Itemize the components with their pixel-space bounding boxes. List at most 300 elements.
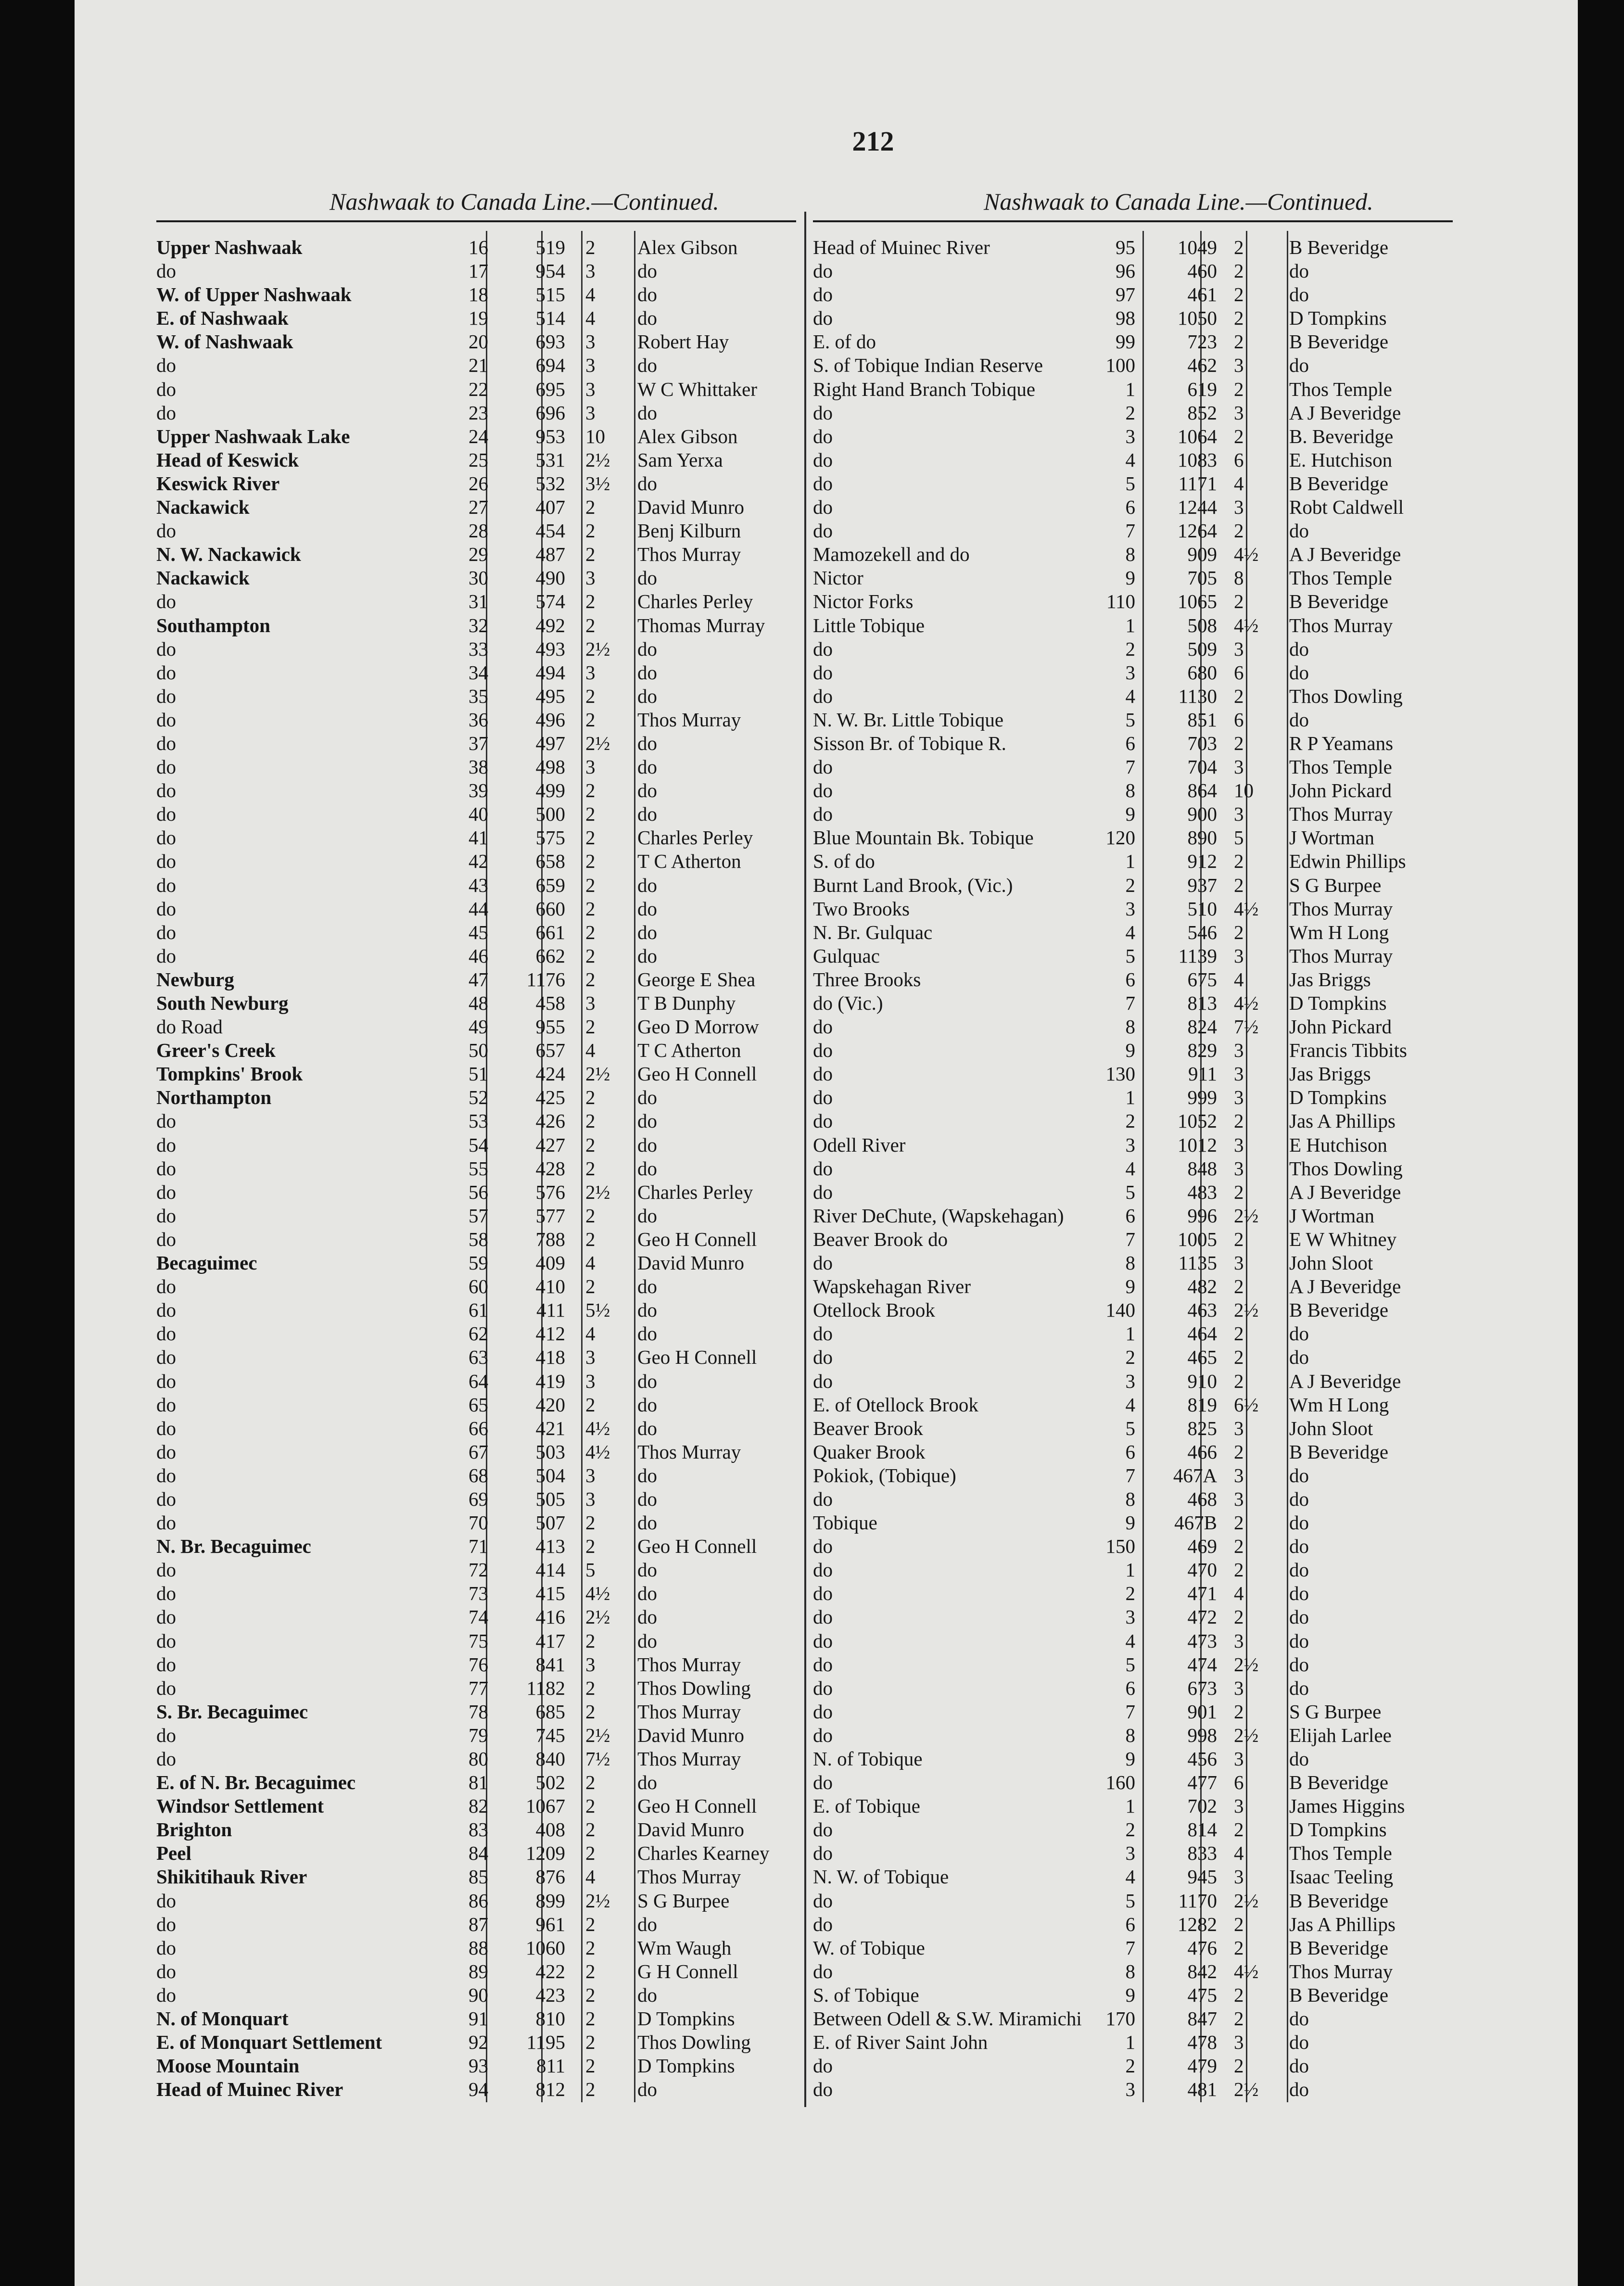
lot-cell: 418: [535, 1346, 565, 1369]
place-cell: do: [156, 520, 176, 542]
acres-cell: 2: [585, 1133, 596, 1156]
number-cell: 61: [469, 1299, 488, 1321]
table-row: [813, 1818, 1458, 1842]
acres-cell: 2: [585, 1511, 596, 1534]
number-cell: 75: [469, 1629, 488, 1652]
place-cell: do: [813, 1252, 833, 1274]
lot-cell: 900: [1187, 803, 1217, 826]
lot-cell: 413: [535, 1535, 565, 1558]
number-cell: 63: [469, 1346, 488, 1369]
lot-cell: 470: [1187, 1559, 1217, 1581]
acres-cell: 2: [585, 1086, 596, 1109]
name-cell: Geo H Connell: [637, 1795, 757, 1817]
table-row: [156, 543, 801, 566]
number-cell: 34: [469, 661, 488, 684]
number-cell: 30: [469, 567, 488, 589]
lot-cell: 847: [1187, 2007, 1217, 2030]
table-row: [156, 755, 801, 779]
name-cell: do: [1289, 1606, 1309, 1628]
lot-cell: 811: [536, 2055, 565, 2077]
lot-cell: 833: [1187, 1842, 1217, 1865]
acres-cell: 3: [585, 330, 596, 353]
name-cell: D Tompkins: [1289, 992, 1387, 1014]
name-cell: E Hutchison: [1289, 1133, 1387, 1156]
table-row: [156, 1086, 801, 1109]
acres-cell: 2: [585, 921, 596, 943]
table-row: [813, 1865, 1458, 1889]
lot-cell: 576: [535, 1181, 565, 1203]
number-cell: 29: [469, 543, 488, 566]
acres-cell: 3: [585, 1346, 596, 1369]
acres-cell: 2: [585, 543, 596, 566]
name-cell: Thos Dowling: [637, 2031, 751, 2054]
name-cell: A J Beveridge: [1289, 1275, 1401, 1298]
place-cell: do: [813, 1771, 833, 1794]
number-cell: 1: [1125, 1559, 1135, 1581]
acres-cell: 6: [1234, 661, 1244, 684]
table-row: [813, 1700, 1458, 1724]
place-cell: Pokiok, (Tobique): [813, 1464, 956, 1486]
number-cell: 40: [469, 803, 488, 826]
name-cell: George E Shea: [637, 968, 756, 991]
number-cell: 71: [469, 1535, 488, 1558]
lot-cell: 407: [535, 496, 565, 519]
acres-cell: 4: [1234, 968, 1244, 991]
acres-cell: 4: [585, 1039, 596, 1062]
lot-cell: 546: [1187, 921, 1217, 943]
number-cell: 4: [1125, 685, 1135, 707]
acres-cell: 2: [1234, 1913, 1244, 1935]
lot-cell: 619: [1187, 378, 1217, 400]
header-right: Nashwaak to Canada Line.—Continued.: [984, 188, 1373, 215]
lot-cell: 481: [1187, 2078, 1217, 2101]
acres-cell: 3: [585, 378, 596, 400]
acres-cell: 4: [585, 1866, 596, 1888]
number-cell: 5: [1125, 1417, 1135, 1439]
acres-cell: 2: [1234, 1181, 1244, 1203]
table-row: [813, 1039, 1458, 1062]
acres-cell: 2: [1234, 2055, 1244, 2077]
place-cell: do: [813, 260, 833, 282]
place-cell: do: [813, 1063, 833, 1085]
lot-cell: 705: [1187, 567, 1217, 589]
table-row: [156, 425, 801, 448]
name-cell: do: [1289, 1559, 1309, 1581]
table-row: [813, 2031, 1458, 2054]
table-row: [156, 1417, 801, 1440]
number-cell: 9: [1125, 1748, 1135, 1770]
acres-cell: 2½: [585, 732, 610, 754]
name-cell: do: [637, 897, 657, 920]
acres-cell: 2: [1234, 1511, 1244, 1534]
table-row: [813, 236, 1458, 259]
acres-cell: 2: [1234, 1700, 1244, 1723]
table-row: [813, 1605, 1458, 1629]
number-cell: 6: [1125, 968, 1135, 991]
table-row: [813, 685, 1458, 708]
acres-cell: 3: [1234, 354, 1244, 377]
acres-cell: 3: [585, 1464, 596, 1486]
place-cell: do: [156, 1275, 176, 1298]
name-cell: do: [637, 732, 657, 754]
acres-cell: 4½: [585, 1440, 610, 1463]
place-cell: do: [156, 1228, 176, 1250]
lot-cell: 685: [535, 1700, 565, 1723]
name-cell: Geo H Connell: [637, 1063, 757, 1085]
acres-cell: 3: [585, 1653, 596, 1676]
name-cell: do: [637, 307, 657, 330]
name-cell: John Pickard: [1289, 1016, 1392, 1038]
lot-cell: 478: [1187, 2031, 1217, 2054]
number-cell: 76: [469, 1653, 488, 1676]
number-cell: 1: [1125, 1795, 1135, 1817]
acres-cell: 2½: [585, 1889, 610, 1912]
table-row: [813, 1936, 1458, 1960]
table-row: [156, 519, 801, 543]
table-row: [813, 1417, 1458, 1440]
number-cell: 21: [469, 354, 488, 377]
place-cell: do: [156, 685, 176, 707]
lot-cell: 945: [1187, 1866, 1217, 1888]
name-cell: B Beveridge: [1289, 1440, 1389, 1463]
name-cell: E W Whitney: [1289, 1228, 1397, 1250]
acres-cell: 6: [1234, 708, 1244, 731]
number-cell: 59: [469, 1252, 488, 1274]
name-cell: do: [637, 1983, 657, 2006]
lot-cell: 703: [1187, 732, 1217, 754]
lot-cell: 937: [1187, 874, 1217, 896]
name-cell: John Sloot: [1289, 1417, 1373, 1439]
lot-cell: 468: [1187, 1487, 1217, 1510]
place-cell: do: [156, 779, 176, 802]
place-cell: do: [156, 850, 176, 873]
table-row: [156, 236, 801, 259]
number-cell: 49: [469, 1016, 488, 1038]
name-cell: do: [637, 637, 657, 660]
name-cell: T B Dunphy: [637, 992, 736, 1014]
acres-cell: 2: [585, 1960, 596, 1982]
number-cell: 74: [469, 1606, 488, 1628]
header-left: Nashwaak to Canada Line.—Continued.: [330, 188, 719, 215]
table-row: [156, 2007, 801, 2031]
name-cell: Geo H Connell: [637, 1228, 757, 1250]
name-cell: do: [637, 401, 657, 424]
name-cell: S G Burpee: [637, 1889, 730, 1912]
name-cell: Thos Murray: [1289, 897, 1393, 920]
name-cell: do: [637, 354, 657, 377]
lot-cell: 1282: [1178, 1913, 1217, 1935]
place-cell: do: [813, 1676, 833, 1699]
table-row: [813, 874, 1458, 897]
name-cell: Edwin Phillips: [1289, 850, 1406, 873]
table-row: [813, 2007, 1458, 2031]
lot-cell: 458: [535, 992, 565, 1014]
lot-cell: 415: [535, 1582, 565, 1605]
name-cell: do: [1289, 2078, 1309, 2101]
table-row: [813, 354, 1458, 377]
number-cell: 67: [469, 1440, 488, 1463]
name-cell: J Wortman: [1289, 826, 1375, 849]
lot-cell: 482: [1187, 1275, 1217, 1298]
place-cell: Nictor: [813, 567, 863, 589]
table-row: [813, 826, 1458, 850]
table-row: [813, 1724, 1458, 1747]
table-row: [813, 425, 1458, 448]
name-cell: Charles Perley: [637, 826, 753, 849]
number-cell: 2: [1125, 2055, 1135, 2077]
name-cell: do: [637, 283, 657, 306]
lot-cell: 659: [535, 874, 565, 896]
table-row: [813, 802, 1458, 826]
table-row: [156, 1842, 801, 1865]
place-cell: do: [156, 1582, 176, 1605]
table-row: [156, 1204, 801, 1228]
number-cell: 81: [469, 1771, 488, 1794]
acres-cell: 4: [585, 283, 596, 306]
name-cell: Alex Gibson: [637, 425, 738, 447]
acres-cell: 3: [585, 661, 596, 684]
name-cell: do: [1289, 2031, 1309, 2054]
table-row: [156, 1865, 801, 1889]
acres-cell: 2½: [1234, 1889, 1259, 1912]
number-cell: 94: [469, 2078, 488, 2101]
number-cell: 160: [1105, 1771, 1135, 1794]
acres-cell: 2: [1234, 1818, 1244, 1841]
acres-cell: 2: [585, 1913, 596, 1935]
lot-cell: 660: [535, 897, 565, 920]
place-cell: do: [156, 1322, 176, 1345]
table-row: [156, 1913, 801, 1936]
lot-cell: 460: [1187, 260, 1217, 282]
name-cell: D Tompkins: [1289, 1818, 1387, 1841]
table-row: [156, 802, 801, 826]
table-row: [156, 1960, 801, 1983]
place-cell: do: [156, 1559, 176, 1581]
number-cell: 47: [469, 968, 488, 991]
table-row: [156, 661, 801, 685]
table-row: [813, 779, 1458, 802]
place-cell: S. of do: [813, 850, 875, 873]
name-cell: Robt Caldwell: [1289, 496, 1404, 519]
name-cell: W C Whittaker: [637, 378, 757, 400]
name-cell: do: [637, 779, 657, 802]
number-cell: 7: [1125, 1936, 1135, 1959]
name-cell: John Pickard: [1289, 779, 1392, 802]
acres-cell: 2: [1234, 307, 1244, 330]
table-row: [156, 944, 801, 968]
lot-cell: 461: [1187, 283, 1217, 306]
acres-cell: 2: [585, 708, 596, 731]
place-cell: do: [156, 590, 176, 613]
acres-cell: 2: [585, 968, 596, 991]
name-cell: do: [1289, 2007, 1309, 2030]
number-cell: 95: [1116, 236, 1135, 258]
name-cell: do: [637, 1559, 657, 1581]
table-row: [156, 1724, 801, 1747]
number-cell: 1: [1125, 1086, 1135, 1109]
number-cell: 2: [1125, 1582, 1135, 1605]
place-cell: do: [813, 779, 833, 802]
place-cell: do: [156, 354, 176, 377]
lot-cell: 841: [535, 1653, 565, 1676]
place-cell: Right Hand Branch Tobique: [813, 378, 1036, 400]
table-row: [813, 1464, 1458, 1487]
acres-cell: 3: [1234, 1629, 1244, 1652]
place-cell: do: [156, 1913, 176, 1935]
table-row: [156, 874, 801, 897]
acres-cell: 2½: [585, 1606, 610, 1628]
table-row: [156, 897, 801, 921]
lot-cell: 497: [535, 732, 565, 754]
number-cell: 41: [469, 826, 488, 849]
lot-cell: 427: [535, 1133, 565, 1156]
acres-cell: 3: [585, 401, 596, 424]
table-row: [813, 378, 1458, 401]
acres-cell: 2: [1234, 1606, 1244, 1628]
name-cell: Jas Briggs: [1289, 1063, 1371, 1085]
lot-cell: 411: [536, 1299, 565, 1321]
place-cell: do: [813, 283, 833, 306]
number-cell: 42: [469, 850, 488, 873]
place-cell: Moose Mountain: [156, 2055, 300, 2077]
acres-cell: 3: [585, 1370, 596, 1392]
name-cell: Thos Murray: [637, 1440, 741, 1463]
number-cell: 45: [469, 921, 488, 943]
lot-cell: 695: [535, 378, 565, 400]
number-cell: 3: [1125, 1133, 1135, 1156]
name-cell: do: [637, 1086, 657, 1109]
table-row: [813, 519, 1458, 543]
table-row: [813, 543, 1458, 566]
acres-cell: 2: [585, 1700, 596, 1723]
acres-cell: 3: [1234, 1063, 1244, 1085]
acres-cell: 2: [1234, 1322, 1244, 1345]
lot-cell: 492: [535, 614, 565, 636]
acres-cell: 2: [1234, 1370, 1244, 1392]
place-cell: do: [156, 401, 176, 424]
place-cell: do: [813, 1559, 833, 1581]
acres-cell: 2: [585, 2031, 596, 2054]
table-row: [813, 1251, 1458, 1275]
place-cell: do: [813, 307, 833, 330]
table-row: [156, 330, 801, 354]
lot-cell: 825: [1187, 1417, 1217, 1439]
number-cell: 9: [1125, 1983, 1135, 2006]
lot-cell: 456: [1187, 1748, 1217, 1770]
table-row: [156, 1393, 801, 1417]
acres-cell: 2: [1234, 1535, 1244, 1558]
place-cell: do: [813, 1110, 833, 1132]
lot-cell: 483: [1187, 1181, 1217, 1203]
acres-cell: 2: [1234, 425, 1244, 447]
name-cell: Thos Temple: [1289, 756, 1392, 778]
acres-cell: 4½: [1234, 614, 1259, 636]
name-cell: do: [1289, 2055, 1309, 2077]
acres-cell: 3: [1234, 1086, 1244, 1109]
acres-cell: 4: [1234, 472, 1244, 495]
place-cell: do: [156, 1417, 176, 1439]
number-cell: 3: [1125, 1606, 1135, 1628]
table-row: [813, 1960, 1458, 1983]
number-cell: 2: [1125, 1346, 1135, 1369]
number-cell: 1: [1125, 850, 1135, 873]
number-cell: 5: [1125, 1889, 1135, 1912]
number-cell: 9: [1125, 567, 1135, 589]
table-row: [156, 1936, 801, 1960]
acres-cell: 2: [585, 1818, 596, 1841]
number-cell: 90: [469, 1983, 488, 2006]
lot-cell: 462: [1187, 354, 1217, 377]
acres-cell: 2: [1234, 685, 1244, 707]
name-cell: do: [637, 1606, 657, 1628]
table-row: [813, 2078, 1458, 2101]
lot-cell: 505: [535, 1487, 565, 1510]
acres-cell: 2½: [585, 1063, 610, 1085]
table-row: [813, 614, 1458, 637]
table-row: [156, 1298, 801, 1322]
table-row: [813, 1535, 1458, 1558]
place-cell: Mamozekell and do: [813, 543, 970, 566]
name-cell: Benj Kilburn: [637, 520, 741, 542]
place-cell: do: [813, 1842, 833, 1865]
number-cell: 86: [469, 1889, 488, 1912]
lot-cell: 890: [1187, 826, 1217, 849]
place-cell: W. of Nashwaak: [156, 330, 293, 353]
table-row: [156, 495, 801, 519]
place-cell: do: [813, 1086, 833, 1109]
table-row: [156, 1039, 801, 1062]
table-row: [813, 921, 1458, 944]
name-cell: do: [1289, 1535, 1309, 1558]
name-cell: do: [637, 1133, 657, 1156]
table-row: [156, 1889, 801, 1913]
place-cell: do: [156, 1676, 176, 1699]
table-row: [813, 448, 1458, 472]
acres-cell: 5½: [585, 1299, 610, 1321]
acres-cell: 2: [1234, 1275, 1244, 1298]
name-cell: do: [637, 1204, 657, 1227]
acres-cell: 2: [585, 236, 596, 258]
name-cell: do: [1289, 637, 1309, 660]
number-cell: 56: [469, 1181, 488, 1203]
lot-cell: 471: [1187, 1582, 1217, 1605]
place-cell: do: [813, 1582, 833, 1605]
acres-cell: 2: [1234, 850, 1244, 873]
number-cell: 92: [469, 2031, 488, 2054]
name-cell: do: [637, 1299, 657, 1321]
name-cell: do: [637, 1322, 657, 1345]
acres-cell: 2: [585, 1983, 596, 2006]
lot-cell: 463: [1187, 1299, 1217, 1321]
place-cell: do: [813, 2055, 833, 2077]
table-row: [156, 921, 801, 944]
lot-cell: 428: [535, 1157, 565, 1180]
place-cell: do: [156, 897, 176, 920]
lot-cell: 490: [535, 567, 565, 589]
acres-cell: 3: [1234, 1157, 1244, 1180]
number-cell: 52: [469, 1086, 488, 1109]
place-cell: E. of Nashwaak: [156, 307, 289, 330]
name-cell: do: [637, 661, 657, 684]
table-row: [813, 897, 1458, 921]
table-row: [156, 1983, 801, 2007]
acres-cell: 6: [1234, 1771, 1244, 1794]
table-row: [156, 259, 801, 283]
lot-cell: 912: [1187, 850, 1217, 873]
acres-cell: 2: [1234, 2007, 1244, 2030]
name-cell: do: [1289, 1629, 1309, 1652]
place-cell: Odell River: [813, 1133, 906, 1156]
